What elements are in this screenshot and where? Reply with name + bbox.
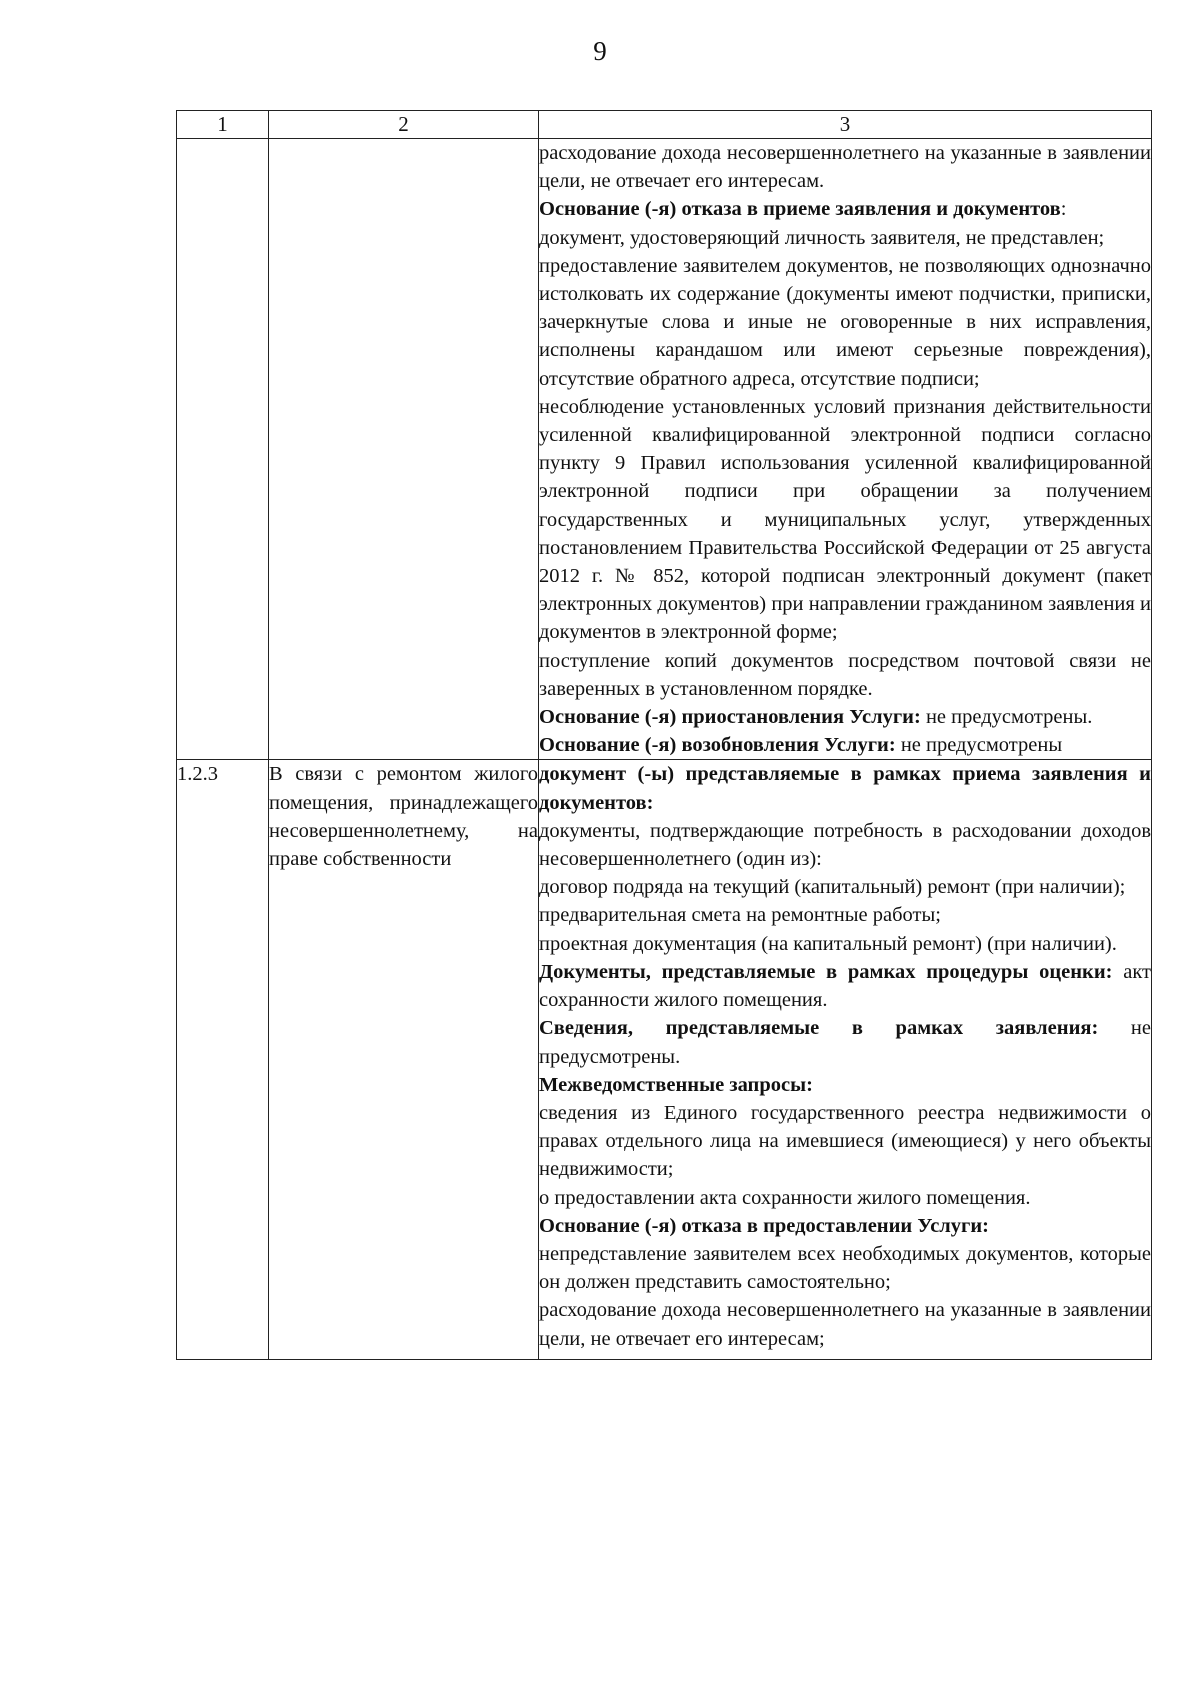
content-paragraph: [539, 873, 1151, 901]
paragraph-heading: Основание (-я) возобновления Услуги:: [539, 734, 896, 757]
content-paragraph: [539, 647, 1151, 703]
row-subject-cell: [269, 139, 539, 760]
content-paragraph: [539, 1184, 1151, 1212]
paragraph-text: акт сохранности жилого помещения.: [539, 960, 1152, 1012]
content-paragraph: [539, 1296, 1151, 1352]
content-paragraph: [539, 224, 1151, 252]
paragraph-text: документы, подтверждающие потребность в расходовании доходов несовершеннолетнего (один из):: [539, 819, 1151, 871]
column-header: 1: [177, 111, 269, 139]
paragraph-text: не предусмотрены.: [920, 706, 1093, 729]
table-header-row: [177, 111, 1152, 139]
paragraph-text: предварительная смета на ремонтные работы;: [539, 904, 941, 927]
paragraph-text: документ, удостоверяющий личность заявителя, не представлен;: [539, 226, 1105, 249]
row-content-cell: [539, 760, 1152, 1359]
content-paragraph: [539, 1240, 1151, 1296]
paragraph-heading: Основание (-я) приостановления Услуги:: [539, 706, 921, 729]
paragraph-text: непредставление заявителем всех необходимых документов, которые он должен представить самостоятельно;: [539, 1242, 1151, 1294]
paragraph-heading: Документы, представляемые в рамках процедуры оценки:: [539, 960, 1113, 983]
content-paragraph: [539, 901, 1151, 929]
content-paragraph: [539, 195, 1151, 223]
page-number: 9: [593, 36, 607, 66]
paragraph-text: предоставление заявителем документов, не позволяющих однозначно истолковать их содержание (документы имеют подчистки, приписки, зачеркнутые слова и иные не оговоренные в них исправления, исполнены карандашом или имеют серьезные повреждения), отсутствие обратного адреса, отсутствие подписи;: [539, 254, 1151, 390]
content-paragraph: [539, 1212, 1151, 1240]
content-paragraph: [539, 1099, 1151, 1184]
content-paragraph: [539, 139, 1151, 195]
table-row: [177, 139, 1152, 760]
paragraph-text: несоблюдение установленных условий признания действительности усиленной квалифицированной электронной подписи согласно пункту 9 Правил использования усиленной квалифицированной электронной подписи при обращении за получением государственных и муниципальных услуг, утвержденных постановлением Правительства Российской Федерации от 25 августа 2012 г. № 852, которой подписан электронный документ (пакет электронных документов) при направлении гражданином заявления и документов в электронной форме;: [539, 395, 1151, 644]
paragraph-text: не предусмотрены.: [539, 1017, 1151, 1068]
paragraph-text: о предоставлении акта сохранности жилого помещения.: [539, 1186, 1031, 1209]
paragraph-heading: Сведения, представляемые в рамках заявления:: [539, 1017, 1099, 1040]
paragraph-text: сведения из Единого государственного реестра недвижимости о правах отдельного лица на имевшиеся (имеющиеся) у него объекты недвижимости;: [539, 1101, 1151, 1181]
paragraph-heading: Основание (-я) отказа в предоставлении Услуги:: [539, 1214, 989, 1237]
paragraph-heading: документ (-ы) представляемые в рамках приема заявления и документов:: [539, 763, 1151, 814]
row-number-cell: 1.2.3: [177, 760, 269, 1359]
paragraph-text: :: [1060, 198, 1067, 221]
content-paragraph: [539, 703, 1151, 731]
paragraph-text: договор подряда на текущий (капитальный) ремонт (при наличии);: [539, 876, 1126, 899]
content-paragraph: [539, 1071, 1151, 1099]
content-paragraph: [539, 760, 1151, 816]
paragraph-heading: Межведомственные запросы:: [539, 1073, 813, 1096]
content-paragraph: [539, 817, 1151, 873]
content-paragraph: [539, 958, 1151, 1014]
content-paragraph: [539, 731, 1151, 759]
column-header: 2: [269, 111, 539, 139]
paragraph-text: не предусмотрены: [895, 734, 1063, 757]
regulation-table: [176, 110, 1152, 1360]
row-content-cell: [539, 139, 1152, 760]
paragraph-text: расходование дохода несовершеннолетнего на указанные в заявлении цели, не отвечает его интересам;: [539, 1299, 1151, 1350]
content-paragraph: [539, 393, 1151, 647]
paragraph-heading: Основание (-я) отказа в приеме заявления и документов: [539, 198, 1061, 221]
content-paragraph: [539, 930, 1151, 958]
row-number-cell: [177, 139, 269, 760]
paragraph-text: проектная документация (на капитальный ремонт) (при наличии).: [539, 932, 1117, 955]
table-row: [177, 760, 1152, 1359]
row-subject-cell: В связи с ремонтом жилого помещения, принадлежащего несовершеннолетнему, на праве собственности: [269, 760, 539, 1359]
paragraph-text: поступление копий документов посредством почтовой связи не заверенных в установленном порядке.: [539, 649, 1151, 700]
column-header: 3: [539, 111, 1152, 139]
content-paragraph: [539, 1014, 1151, 1070]
paragraph-text: расходование дохода несовершеннолетнего на указанные в заявлении цели, не отвечает его интересам.: [539, 142, 1151, 193]
content-paragraph: [539, 252, 1151, 393]
